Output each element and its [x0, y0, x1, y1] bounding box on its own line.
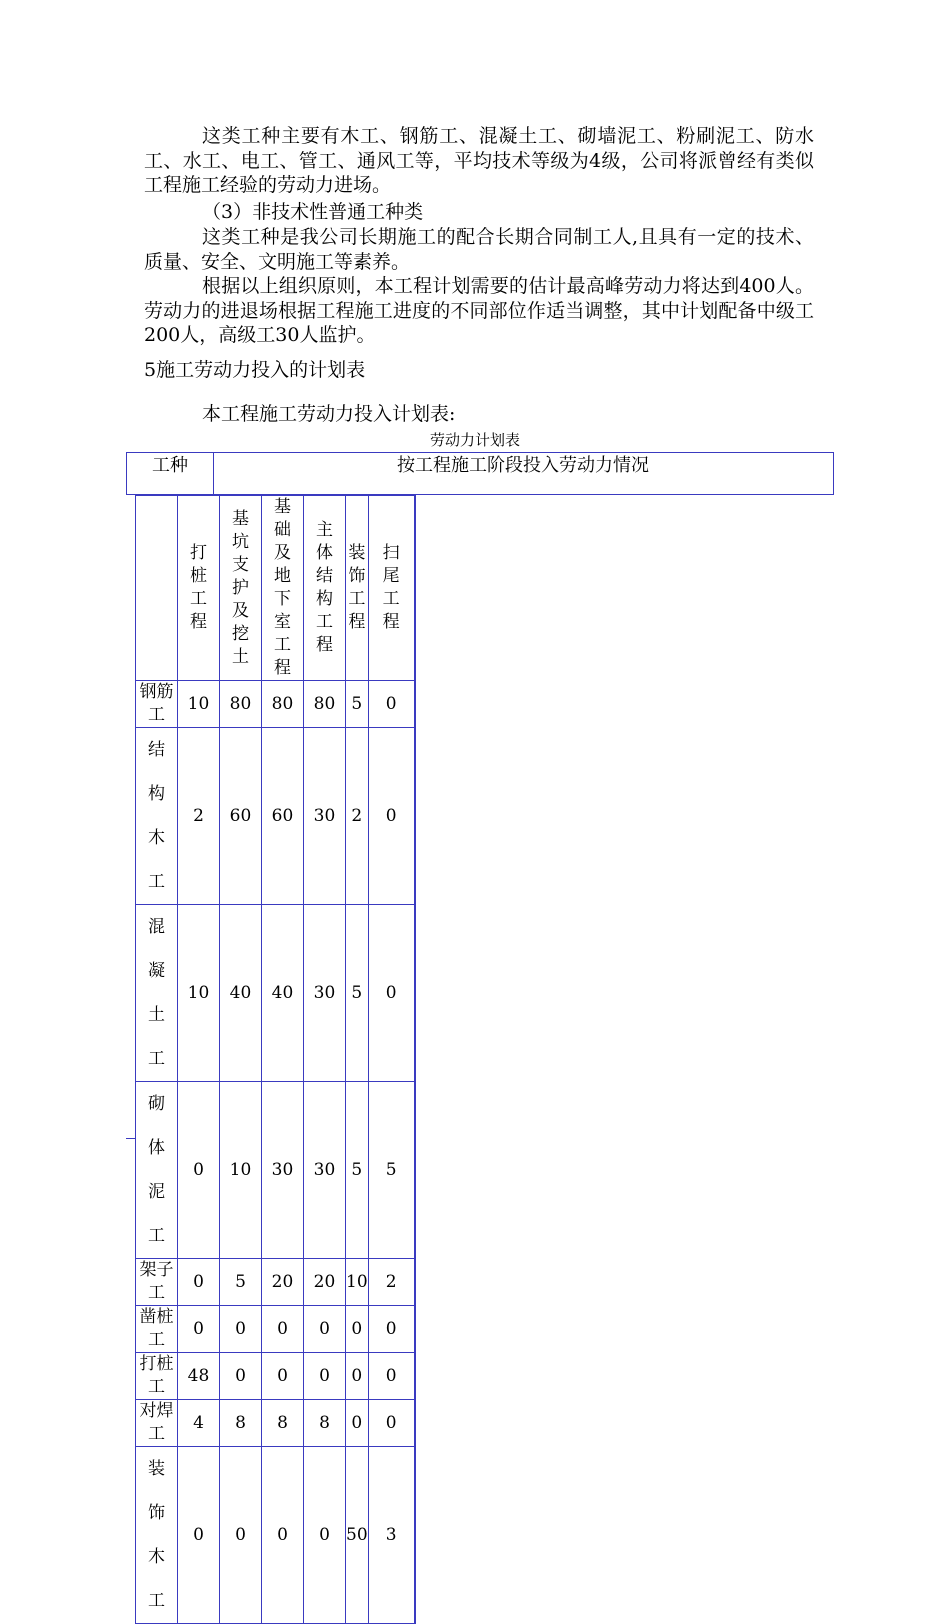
- value-cell: 0: [178, 1259, 220, 1306]
- value-cell: 5: [368, 1082, 414, 1259]
- trade-label: 凿桩工: [136, 1306, 178, 1353]
- value-cell: 5: [346, 1082, 369, 1259]
- table-row: [136, 1400, 416, 1447]
- value-cell: 0: [346, 1400, 369, 1447]
- value-cell: 30: [304, 728, 346, 905]
- value-cell: 20: [304, 1259, 346, 1306]
- value-cell: 0: [346, 1306, 369, 1353]
- table-bottom-rule: [126, 1138, 136, 1139]
- empty-cell: [414, 1447, 415, 1624]
- empty-cell: [414, 1353, 415, 1400]
- value-cell: 10: [346, 1259, 369, 1306]
- paragraph-peak-labor: 根据以上组织原则，本工程计划需要的估计最高峰劳动力将达到400人。劳动力的进退场根据工程施工进度的不同部位作适当调整，其中计划配备中级工200人，高级工30人监护。: [144, 275, 814, 346]
- empty-cell: [414, 728, 415, 905]
- value-cell: 0: [220, 1306, 262, 1353]
- value-cell: 8: [262, 1400, 304, 1447]
- table-row: [136, 1353, 416, 1400]
- value-cell: 40: [220, 905, 262, 1082]
- paragraph-skilled-trades: 这类工种主要有木工、钢筋工、混凝土工、砌墙泥工、粉刷泥工、防水工、水工、电工、管工、通风工等，平均技术等级为4级，公司将派曾经有类似工程施工经验的劳动力进场。: [144, 125, 814, 196]
- value-cell: 60: [220, 728, 262, 905]
- value-cell: 0: [178, 1306, 220, 1353]
- empty-cell: [414, 1259, 415, 1306]
- table-row: [136, 1447, 416, 1624]
- value-cell: 0: [368, 1353, 414, 1400]
- phase-piling: 打桩工程: [178, 496, 220, 681]
- phase-structure: 主体结构工程: [304, 496, 346, 681]
- value-cell: 60: [262, 728, 304, 905]
- value-cell: 0: [346, 1353, 369, 1400]
- table-row: [136, 681, 416, 728]
- value-cell: 30: [304, 1082, 346, 1259]
- value-cell: 10: [178, 905, 220, 1082]
- value-cell: 0: [178, 1447, 220, 1624]
- value-cell: 80: [304, 681, 346, 728]
- value-cell: 0: [220, 1447, 262, 1624]
- value-cell: 80: [220, 681, 262, 728]
- value-cell: 2: [346, 728, 369, 905]
- value-cell: 8: [304, 1400, 346, 1447]
- value-cell: 10: [220, 1082, 262, 1259]
- table-row: [136, 1259, 416, 1306]
- value-cell: 20: [262, 1259, 304, 1306]
- table-row: [136, 1306, 416, 1353]
- phase-excavation: 基坑支护及挖土: [220, 496, 262, 681]
- table-row: [136, 905, 416, 1082]
- value-cell: 5: [346, 905, 369, 1082]
- value-cell: 0: [262, 1447, 304, 1624]
- labor-grid: [135, 495, 416, 1624]
- trade-label: 对焊工: [136, 1400, 178, 1447]
- value-cell: 2: [178, 728, 220, 905]
- empty-cell: [414, 681, 415, 728]
- trade-label: 结构木工: [136, 728, 178, 905]
- value-cell: 80: [262, 681, 304, 728]
- trade-label: 架子工: [136, 1259, 178, 1306]
- phase-decoration: 装饰工程: [346, 496, 369, 681]
- table-row: [136, 1082, 416, 1259]
- empty-cell: [414, 1082, 415, 1259]
- value-cell: 0: [178, 1082, 220, 1259]
- header-trade: 工种: [127, 453, 214, 494]
- table-header-row: [126, 452, 834, 495]
- value-cell: 0: [220, 1353, 262, 1400]
- trade-label: 混凝土工: [136, 905, 178, 1082]
- value-cell: 48: [178, 1353, 220, 1400]
- value-cell: 0: [368, 1400, 414, 1447]
- table-row: [136, 728, 416, 905]
- value-cell: 8: [220, 1400, 262, 1447]
- phase-finishing: 扫尾工程: [368, 496, 414, 681]
- paragraph-non-technical: 这类工种是我公司长期施工的配合长期合同制工人,且具有一定的技术、质量、安全、文明施工等素养。: [144, 226, 814, 273]
- value-cell: 0: [368, 1306, 414, 1353]
- value-cell: 0: [262, 1353, 304, 1400]
- empty-cell: [414, 1306, 415, 1353]
- table-caption: 劳动力计划表: [429, 431, 520, 449]
- empty-cell: [414, 1400, 415, 1447]
- value-cell: 50: [346, 1447, 369, 1624]
- table-intro: 本工程施工劳动力投入计划表:: [202, 403, 456, 425]
- trade-label: 砌体泥工: [136, 1082, 178, 1259]
- value-cell: 0: [304, 1447, 346, 1624]
- value-cell: 0: [304, 1353, 346, 1400]
- value-cell: 0: [368, 681, 414, 728]
- phase-empty-cell: [414, 496, 415, 681]
- value-cell: 3: [368, 1447, 414, 1624]
- value-cell: 0: [304, 1306, 346, 1353]
- value-cell: 0: [262, 1306, 304, 1353]
- trade-label: 钢筋工: [136, 681, 178, 728]
- value-cell: 30: [262, 1082, 304, 1259]
- trade-label: 打桩工: [136, 1353, 178, 1400]
- value-cell: 40: [262, 905, 304, 1082]
- trade-label: 装饰木工: [136, 1447, 178, 1624]
- value-cell: 0: [368, 905, 414, 1082]
- phase-corner-cell: [136, 496, 178, 681]
- value-cell: 30: [304, 905, 346, 1082]
- value-cell: 5: [220, 1259, 262, 1306]
- value-cell: 5: [346, 681, 369, 728]
- heading-non-technical: （3）非技术性普通工种类: [202, 201, 424, 223]
- header-phase-span: 按工程施工阶段投入劳动力情况: [397, 455, 649, 476]
- phase-foundation: 基础及地下室工程: [262, 496, 304, 681]
- value-cell: 4: [178, 1400, 220, 1447]
- empty-cell: [414, 905, 415, 1082]
- value-cell: 2: [368, 1259, 414, 1306]
- phase-header-row: [136, 496, 416, 681]
- section-title: 5施工劳动力投入的计划表: [144, 359, 366, 381]
- value-cell: 10: [178, 681, 220, 728]
- value-cell: 0: [368, 728, 414, 905]
